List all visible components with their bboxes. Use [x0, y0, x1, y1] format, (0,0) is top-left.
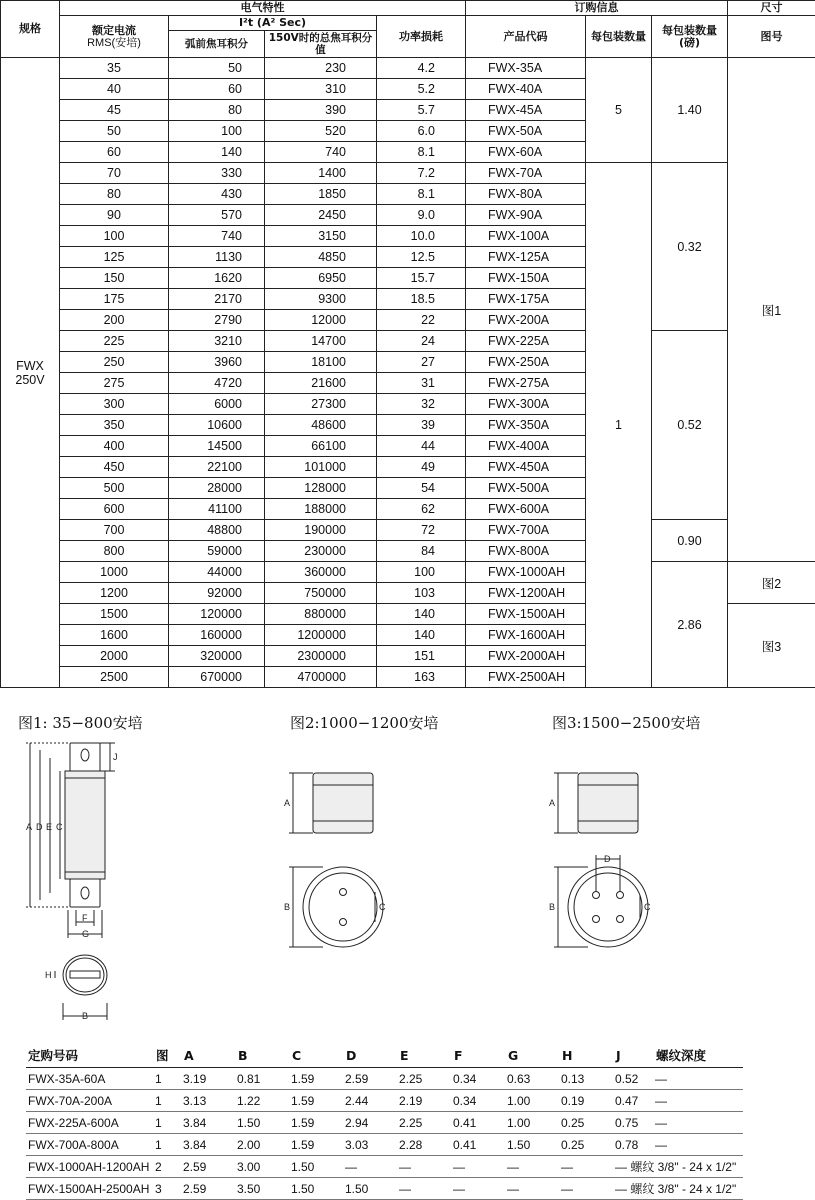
total-i2t-header: 150V时的总焦耳积分值 — [265, 31, 377, 58]
dims-header-cell: 图 — [155, 1043, 183, 1068]
dims-cell: 2.59 — [183, 1178, 237, 1200]
power-loss-cell: 7.2 — [377, 163, 466, 184]
dims-cell: 1 — [155, 1090, 183, 1112]
i2t-header: I²t (A² Sec) — [169, 16, 377, 31]
dims-cell: 1.50 — [345, 1178, 399, 1200]
dims-cell: 2.25 — [399, 1112, 453, 1134]
fig3-label-b: B — [549, 902, 556, 912]
total-i2t-cell: 1850 — [265, 184, 377, 205]
dims-cell: 2 — [155, 1156, 183, 1178]
total-i2t-cell: 360000 — [265, 562, 377, 583]
product-code-cell: FWX-2000AH — [466, 646, 586, 667]
total-i2t-cell: 310 — [265, 79, 377, 100]
rating-cell: 800 — [60, 541, 169, 562]
total-i2t-cell: 520 — [265, 121, 377, 142]
fig2-label-a: A — [284, 798, 291, 808]
fig3-label-d: D — [604, 854, 611, 864]
dims-header-cell: E — [399, 1043, 453, 1068]
dims-cell: 2.59 — [345, 1068, 399, 1090]
product-code-cell: FWX-600A — [466, 499, 586, 520]
fig1-label-e: E — [46, 822, 53, 832]
pre-arc-cell: 120000 — [169, 604, 265, 625]
dims-row — [26, 1156, 743, 1178]
rating-cell: 125 — [60, 247, 169, 268]
dims-header-cell: H — [561, 1043, 615, 1068]
dims-header-cell: J — [615, 1043, 655, 1068]
dims-cell: 3.19 — [183, 1068, 237, 1090]
product-code-cell: FWX-80A — [466, 184, 586, 205]
dims-cell: 0.75 — [615, 1112, 655, 1134]
rating-cell: 400 — [60, 436, 169, 457]
product-code-cell: FWX-2500AH — [466, 667, 586, 688]
total-i2t-cell: 750000 — [265, 583, 377, 604]
rating-cell: 600 — [60, 499, 169, 520]
pre-arc-cell: 50 — [169, 58, 265, 79]
total-i2t-cell: 66100 — [265, 436, 377, 457]
product-code-cell: FWX-250A — [466, 352, 586, 373]
dims-header-cell: B — [237, 1043, 291, 1068]
rating-cell: 1000 — [60, 562, 169, 583]
fig2-label-b: B — [284, 902, 291, 912]
fig3-title: 图3:1500−2500安培 — [552, 714, 701, 732]
total-i2t-cell: 3150 — [265, 226, 377, 247]
power-loss-cell: 27 — [377, 352, 466, 373]
dims-cell: 3.00 — [237, 1156, 291, 1178]
rating-cell: 50 — [60, 121, 169, 142]
product-code-cell: FWX-45A — [466, 100, 586, 121]
power-loss-cell: 22 — [377, 310, 466, 331]
rating-cell: 100 — [60, 226, 169, 247]
fig1-label-g: G — [82, 929, 90, 939]
fig1-label-c: C — [56, 822, 63, 832]
rated-current-label: 额定电流 — [92, 23, 136, 37]
dims-row — [26, 1068, 743, 1090]
dims-cell: 0.34 — [453, 1068, 507, 1090]
rating-cell: 200 — [60, 310, 169, 331]
product-code-cell: FWX-60A — [466, 142, 586, 163]
fig1-label-d: D — [36, 822, 43, 832]
total-i2t-cell: 9300 — [265, 289, 377, 310]
product-code-cell: FWX-350A — [466, 415, 586, 436]
dims-header-cell: 螺纹深度 — [655, 1043, 743, 1068]
dims-cell: 1.50 — [237, 1112, 291, 1134]
total-i2t-cell: 27300 — [265, 394, 377, 415]
dims-cell: — — [507, 1156, 561, 1178]
pack-weight-cell: 0.52 — [652, 331, 728, 520]
dims-header-cell: D — [345, 1043, 399, 1068]
rating-cell: 1500 — [60, 604, 169, 625]
dims-row — [26, 1134, 743, 1156]
product-code-cell: FWX-800A — [466, 541, 586, 562]
spec-row — [1, 58, 815, 79]
dims-cell: 1 — [155, 1112, 183, 1134]
dims-header-cell: C — [291, 1043, 345, 1068]
ordering-header: 订购信息 — [466, 1, 728, 16]
power-loss-cell: 15.7 — [377, 268, 466, 289]
dims-row — [26, 1112, 743, 1134]
pre-arc-cell: 320000 — [169, 646, 265, 667]
pre-arc-cell: 6000 — [169, 394, 265, 415]
dims-cell: 0.78 — [615, 1134, 655, 1156]
dims-cell: — 螺纹 3/8" - 24 x 1/2" — [615, 1178, 743, 1200]
dims-header-cell: 定购号码 — [26, 1043, 155, 1068]
dims-cell: 0.41 — [453, 1134, 507, 1156]
dims-cell: 2.44 — [345, 1090, 399, 1112]
product-code-cell: FWX-1500AH — [466, 604, 586, 625]
rating-cell: 45 — [60, 100, 169, 121]
dims-cell: 0.41 — [453, 1112, 507, 1134]
dims-row — [26, 1090, 743, 1112]
pre-arc-cell: 570 — [169, 205, 265, 226]
total-i2t-cell: 230000 — [265, 541, 377, 562]
total-i2t-cell: 14700 — [265, 331, 377, 352]
pre-arc-cell: 3960 — [169, 352, 265, 373]
dims-cell: — — [655, 1134, 743, 1156]
product-code-cell: FWX-125A — [466, 247, 586, 268]
fig1-label-h: H — [45, 970, 52, 980]
pre-arc-cell: 10600 — [169, 415, 265, 436]
dims-cell: 0.19 — [561, 1090, 615, 1112]
rating-cell: 2500 — [60, 667, 169, 688]
total-i2t-cell: 6950 — [265, 268, 377, 289]
pre-arc-cell: 80 — [169, 100, 265, 121]
dims-cell: 1.59 — [291, 1112, 345, 1134]
rating-cell: 1600 — [60, 625, 169, 646]
dimensions-header: 尺寸 — [728, 1, 815, 16]
dims-cell: 1.50 — [507, 1134, 561, 1156]
pack-weight-cell: 2.86 — [652, 562, 728, 688]
dims-cell: 3 — [155, 1178, 183, 1200]
dims-header-cell: G — [507, 1043, 561, 1068]
power-loss-cell: 151 — [377, 646, 466, 667]
power-loss-cell: 5.7 — [377, 100, 466, 121]
total-i2t-cell: 1400 — [265, 163, 377, 184]
total-i2t-cell: 101000 — [265, 457, 377, 478]
rating-cell: 175 — [60, 289, 169, 310]
dims-cell: — — [655, 1068, 743, 1090]
dims-cell: 3.50 — [237, 1178, 291, 1200]
total-i2t-cell: 4850 — [265, 247, 377, 268]
total-i2t-cell: 1200000 — [265, 625, 377, 646]
dims-cell: FWX-1000AH-1200AH — [26, 1156, 155, 1178]
pre-arc-cell: 140 — [169, 142, 265, 163]
rating-cell: 300 — [60, 394, 169, 415]
power-loss-header: 功率损耗 — [377, 16, 466, 58]
fig3-label-a: A — [549, 798, 556, 808]
power-loss-cell: 72 — [377, 520, 466, 541]
total-i2t-cell: 190000 — [265, 520, 377, 541]
power-loss-cell: 10.0 — [377, 226, 466, 247]
dims-cell: 2.94 — [345, 1112, 399, 1134]
pre-arc-cell: 92000 — [169, 583, 265, 604]
pre-arc-cell: 160000 — [169, 625, 265, 646]
pre-arc-cell: 14500 — [169, 436, 265, 457]
total-i2t-cell: 4700000 — [265, 667, 377, 688]
fig3-drawing — [540, 765, 670, 955]
dims-cell: 1 — [155, 1134, 183, 1156]
dims-header-cell: F — [453, 1043, 507, 1068]
pre-arc-cell: 430 — [169, 184, 265, 205]
pre-arc-cell: 4720 — [169, 373, 265, 394]
power-loss-cell: 140 — [377, 625, 466, 646]
product-code-cell: FWX-35A — [466, 58, 586, 79]
dims-row — [26, 1178, 743, 1200]
series-header: 规格 — [1, 1, 60, 58]
fig3-label-c: C — [644, 902, 651, 912]
product-code-cell: FWX-225A — [466, 331, 586, 352]
fig1-label-f: F — [82, 913, 88, 923]
rating-cell: 80 — [60, 184, 169, 205]
total-i2t-cell: 2450 — [265, 205, 377, 226]
pack-weight-cell: 0.32 — [652, 163, 728, 331]
total-i2t-cell: 390 — [265, 100, 377, 121]
product-code-cell: FWX-400A — [466, 436, 586, 457]
total-i2t-cell: 188000 — [265, 499, 377, 520]
product-code-cell: FWX-500A — [466, 478, 586, 499]
pre-arc-cell: 22100 — [169, 457, 265, 478]
product-code-cell: FWX-450A — [466, 457, 586, 478]
power-loss-cell: 44 — [377, 436, 466, 457]
dims-cell: 2.25 — [399, 1068, 453, 1090]
dims-cell: 0.25 — [561, 1112, 615, 1134]
dims-cell: 0.81 — [237, 1068, 291, 1090]
pre-arc-cell: 670000 — [169, 667, 265, 688]
dims-cell: — — [345, 1156, 399, 1178]
product-code-cell: FWX-275A — [466, 373, 586, 394]
pre-arc-cell: 60 — [169, 79, 265, 100]
rating-cell: 40 — [60, 79, 169, 100]
pre-arc-cell: 2790 — [169, 310, 265, 331]
rating-cell: 2000 — [60, 646, 169, 667]
dims-cell: 1.50 — [291, 1156, 345, 1178]
total-i2t-cell: 48600 — [265, 415, 377, 436]
dims-cell: 1.59 — [291, 1090, 345, 1112]
power-loss-cell: 100 — [377, 562, 466, 583]
dims-cell: 0.13 — [561, 1068, 615, 1090]
total-i2t-cell: 740 — [265, 142, 377, 163]
dims-cell: 1 — [155, 1068, 183, 1090]
pre-arc-cell: 100 — [169, 121, 265, 142]
pre-arc-cell: 44000 — [169, 562, 265, 583]
rated-current-sub: RMS(安培) — [87, 36, 141, 49]
total-i2t-cell: 128000 — [265, 478, 377, 499]
rating-cell: 275 — [60, 373, 169, 394]
rating-cell: 35 — [60, 58, 169, 79]
pack-weight-cell: 1.40 — [652, 58, 728, 163]
dims-cell: — — [453, 1178, 507, 1200]
dims-cell: 1.50 — [291, 1178, 345, 1200]
spec-row — [1, 520, 815, 541]
rating-cell: 150 — [60, 268, 169, 289]
dims-cell: 1.22 — [237, 1090, 291, 1112]
dims-cell: — — [507, 1178, 561, 1200]
dims-cell: 1.59 — [291, 1134, 345, 1156]
fig1-title: 图1: 35−800安培 — [18, 714, 143, 732]
product-code-cell: FWX-70A — [466, 163, 586, 184]
dims-cell: FWX-1500AH-2500AH — [26, 1178, 155, 1200]
power-loss-cell: 5.2 — [377, 79, 466, 100]
pre-arc-cell: 740 — [169, 226, 265, 247]
rating-cell: 350 — [60, 415, 169, 436]
total-i2t-cell: 12000 — [265, 310, 377, 331]
power-loss-cell: 24 — [377, 331, 466, 352]
pre-arc-header: 弧前焦耳积分 — [169, 31, 265, 58]
total-i2t-cell: 2300000 — [265, 646, 377, 667]
figure-header: 图号 — [728, 16, 815, 58]
dims-cell: 0.47 — [615, 1090, 655, 1112]
power-loss-cell: 39 — [377, 415, 466, 436]
fig1-label-b: B — [82, 1011, 89, 1021]
pre-arc-cell: 3210 — [169, 331, 265, 352]
dims-header-cell: A — [183, 1043, 237, 1068]
pack-weight-cell: 0.90 — [652, 520, 728, 562]
pre-arc-cell: 59000 — [169, 541, 265, 562]
fig1-label-a: A — [26, 822, 33, 832]
figure-cell: 图2 — [728, 562, 815, 604]
dims-table-body — [26, 1068, 743, 1200]
figure-cell: 图1 — [728, 58, 815, 562]
fig2-title: 图2:1000−1200安培 — [290, 714, 439, 732]
dims-cell: 3.03 — [345, 1134, 399, 1156]
pack-qty-header: 每包装数量 — [586, 16, 652, 58]
fig2-drawing — [275, 765, 405, 955]
dims-cell: FWX-35A-60A — [26, 1068, 155, 1090]
dims-cell: 2.00 — [237, 1134, 291, 1156]
rated-current-header — [60, 16, 169, 58]
rating-cell: 90 — [60, 205, 169, 226]
pre-arc-cell: 1620 — [169, 268, 265, 289]
power-loss-cell: 31 — [377, 373, 466, 394]
pre-arc-cell: 330 — [169, 163, 265, 184]
figure-cell: 图3 — [728, 604, 815, 688]
dims-cell: — — [655, 1112, 743, 1134]
dims-cell: 1.00 — [507, 1090, 561, 1112]
pre-arc-cell: 2170 — [169, 289, 265, 310]
spec-row — [1, 331, 815, 352]
fig2-label-c: C — [379, 902, 386, 912]
product-code-cell: FWX-200A — [466, 310, 586, 331]
fig1-label-j: J — [113, 752, 118, 762]
spec-table-body — [1, 58, 815, 688]
dims-cell: 2.28 — [399, 1134, 453, 1156]
product-code-cell: FWX-1000AH — [466, 562, 586, 583]
product-code-cell: FWX-300A — [466, 394, 586, 415]
rating-cell: 60 — [60, 142, 169, 163]
product-code-cell: FWX-40A — [466, 79, 586, 100]
spec-row — [1, 562, 815, 583]
pack-qty-cell: 1 — [586, 163, 652, 688]
rating-cell: 500 — [60, 478, 169, 499]
dims-cell: FWX-70A-200A — [26, 1090, 155, 1112]
power-loss-cell: 163 — [377, 667, 466, 688]
rating-cell: 70 — [60, 163, 169, 184]
power-loss-cell: 32 — [377, 394, 466, 415]
dims-cell: — — [399, 1156, 453, 1178]
pack-qty-cell: 5 — [586, 58, 652, 163]
total-i2t-cell: 880000 — [265, 604, 377, 625]
dims-cell: 3.84 — [183, 1112, 237, 1134]
spec-row — [1, 163, 815, 184]
product-code-cell: FWX-90A — [466, 205, 586, 226]
total-i2t-cell: 18100 — [265, 352, 377, 373]
total-i2t-cell: 21600 — [265, 373, 377, 394]
pre-arc-cell: 28000 — [169, 478, 265, 499]
dims-cell: — — [561, 1178, 615, 1200]
product-code-cell: FWX-150A — [466, 268, 586, 289]
dims-cell: 3.84 — [183, 1134, 237, 1156]
product-code-cell: FWX-700A — [466, 520, 586, 541]
power-loss-cell: 18.5 — [377, 289, 466, 310]
product-code-cell: FWX-1200AH — [466, 583, 586, 604]
power-loss-cell: 9.0 — [377, 205, 466, 226]
rating-cell: 1200 — [60, 583, 169, 604]
power-loss-cell: 103 — [377, 583, 466, 604]
dims-cell: — 螺纹 3/8" - 24 x 1/2" — [615, 1156, 743, 1178]
dimensions-table — [26, 1043, 743, 1200]
power-loss-cell: 49 — [377, 457, 466, 478]
fig1-drawing — [0, 738, 160, 1028]
dims-cell: 2.19 — [399, 1090, 453, 1112]
pre-arc-cell: 1130 — [169, 247, 265, 268]
power-loss-cell: 12.5 — [377, 247, 466, 268]
pack-weight-header: 每包装数量(磅) — [652, 16, 728, 58]
dims-cell: FWX-700A-800A — [26, 1134, 155, 1156]
product-code-cell: FWX-100A — [466, 226, 586, 247]
dims-cell: 1.59 — [291, 1068, 345, 1090]
dims-cell: 1.00 — [507, 1112, 561, 1134]
rating-cell: 250 — [60, 352, 169, 373]
dims-cell: — — [655, 1090, 743, 1112]
product-code-cell: FWX-1600AH — [466, 625, 586, 646]
power-loss-cell: 8.1 — [377, 184, 466, 205]
rating-cell: 700 — [60, 520, 169, 541]
power-loss-cell: 6.0 — [377, 121, 466, 142]
dims-cell: 0.52 — [615, 1068, 655, 1090]
dims-cell: 2.59 — [183, 1156, 237, 1178]
series-label: FWX 250V — [1, 58, 60, 688]
rating-cell: 225 — [60, 331, 169, 352]
dims-cell: — — [561, 1156, 615, 1178]
dims-header-row — [26, 1043, 743, 1068]
rating-cell: 450 — [60, 457, 169, 478]
power-loss-cell: 54 — [377, 478, 466, 499]
pre-arc-cell: 41100 — [169, 499, 265, 520]
power-loss-cell: 62 — [377, 499, 466, 520]
product-code-cell: FWX-50A — [466, 121, 586, 142]
power-loss-cell: 84 — [377, 541, 466, 562]
power-loss-cell: 140 — [377, 604, 466, 625]
product-code-cell: FWX-175A — [466, 289, 586, 310]
dims-cell: 0.34 — [453, 1090, 507, 1112]
dims-cell: 3.13 — [183, 1090, 237, 1112]
power-loss-cell: 4.2 — [377, 58, 466, 79]
electrical-header: 电气特性 — [60, 1, 466, 16]
dims-cell: — — [399, 1178, 453, 1200]
dims-cell: — — [453, 1156, 507, 1178]
dims-cell: 0.63 — [507, 1068, 561, 1090]
pre-arc-cell: 48800 — [169, 520, 265, 541]
dims-cell: FWX-225A-600A — [26, 1112, 155, 1134]
product-code-header: 产品代码 — [466, 16, 586, 58]
power-loss-cell: 8.1 — [377, 142, 466, 163]
total-i2t-cell: 230 — [265, 58, 377, 79]
dims-cell: 0.25 — [561, 1134, 615, 1156]
